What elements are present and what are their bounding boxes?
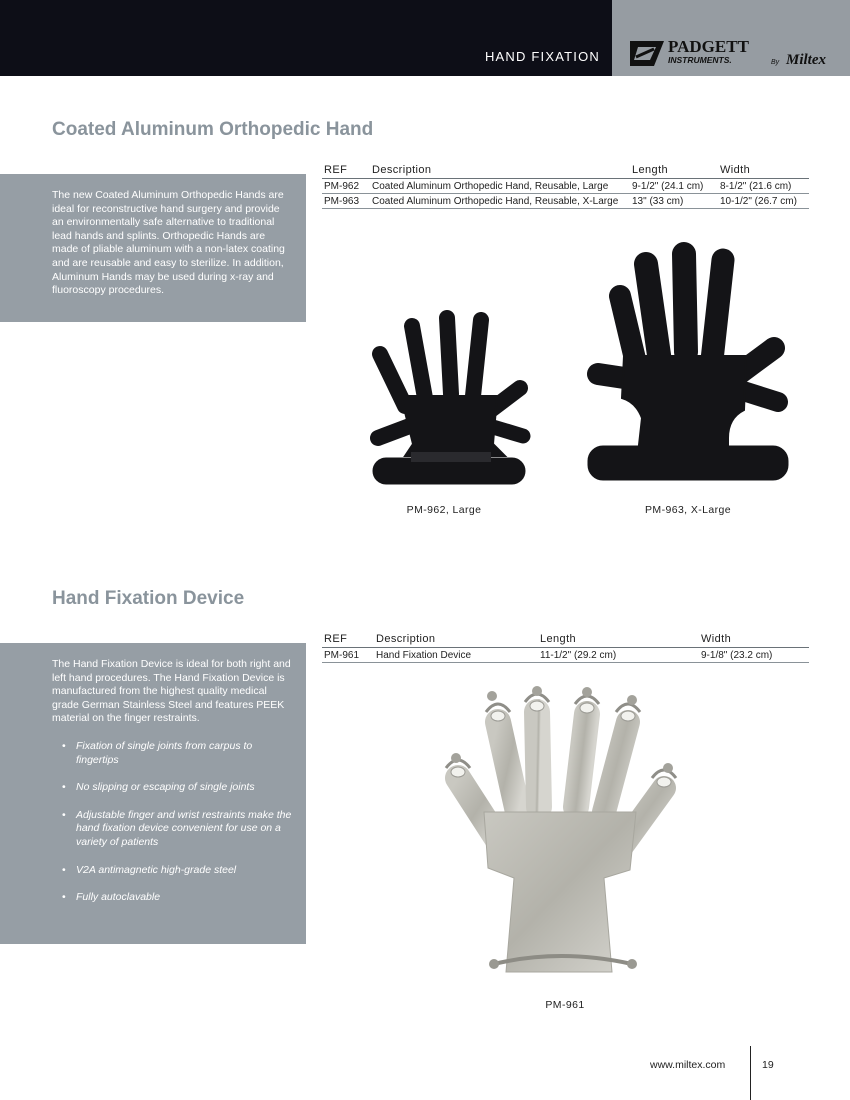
- section1-spec-table: [322, 164, 809, 209]
- svg-text:PADGETT: PADGETT: [668, 38, 749, 56]
- section2-description: The Hand Fixation Device is ideal for both right and left hand procedures. The Hand Fixation Device is manufactured from the highest quality medical grade German Stainless Steel and features PEEK material on the finger restraints.: [52, 658, 291, 725]
- list-item: • Adjustable finger and wrist restraints make the hand fixation device convenient for use on a variety of patients: [62, 809, 292, 850]
- section1-heading: Coated Aluminum Orthopedic Hand: [52, 119, 374, 140]
- website-link[interactable]: www.miltex.com: [650, 1059, 726, 1071]
- cell-ref: PM-963: [322, 194, 370, 209]
- header-bar: [0, 0, 612, 76]
- svg-text:INSTRUMENTS.: INSTRUMENTS.: [668, 55, 732, 65]
- col-description: Description: [370, 164, 630, 179]
- table-row: [322, 194, 809, 209]
- list-item: • Fully autoclavable: [62, 891, 292, 905]
- svg-text:By: By: [771, 59, 780, 66]
- cell-width: 9-1/8" (23.2 cm): [699, 648, 809, 663]
- cell-description: Coated Aluminum Orthopedic Hand, Reusable, X-Large: [370, 194, 630, 209]
- table-header-row: [322, 633, 809, 648]
- section1-description-box: [0, 174, 306, 322]
- section2-description-box: [0, 643, 306, 944]
- feature-list: [52, 740, 292, 905]
- table-header-row: [322, 164, 809, 179]
- hand-fixation-device-image: [436, 682, 686, 984]
- cell-length: 9-1/2" (24.1 cm): [630, 179, 718, 194]
- brand-box: [612, 0, 850, 76]
- section2-spec-table: [322, 633, 809, 663]
- caption-pm-963: PM-963, X-Large: [645, 504, 731, 516]
- cell-width: 10-1/2" (26.7 cm): [718, 194, 809, 209]
- padgett-miltex-logo: [630, 38, 840, 70]
- table-row: [322, 648, 809, 663]
- caption-pm-961: PM-961: [545, 999, 585, 1011]
- cell-ref: PM-961: [322, 648, 374, 663]
- col-ref: REF: [322, 633, 374, 648]
- cell-description: Coated Aluminum Orthopedic Hand, Reusable, Large: [370, 179, 630, 194]
- svg-text:Miltex: Miltex: [786, 52, 826, 68]
- cell-length: 11-1/2" (29.2 cm): [538, 648, 699, 663]
- cell-ref: PM-962: [322, 179, 370, 194]
- col-length: Length: [630, 164, 718, 179]
- footer-divider: [750, 1046, 751, 1100]
- col-ref: REF: [322, 164, 370, 179]
- page-number: 19: [762, 1059, 774, 1071]
- cell-description: Hand Fixation Device: [374, 648, 538, 663]
- table-row: [322, 179, 809, 194]
- cell-length: 13" (33 cm): [630, 194, 718, 209]
- section1-description: The new Coated Aluminum Orthopedic Hands are ideal for reconstructive hand surgery and provide an environmentally safe alternative to traditional lead hands and splints. Orthopedic Hands are made of pliable aluminum with a non-latex coating and are reusable and easy to sterilize. In addition, Aluminum Hands may be used during x-ray and fluoroscopy procedures.: [52, 189, 285, 297]
- list-item: • No slipping or escaping of single joints: [62, 781, 292, 795]
- col-length: Length: [538, 633, 699, 648]
- cell-width: 8-1/2" (21.6 cm): [718, 179, 809, 194]
- aluminum-hand-large-image: [365, 306, 535, 496]
- list-item: • V2A antimagnetic high-grade steel: [62, 864, 292, 878]
- col-width: Width: [718, 164, 809, 179]
- aluminum-hand-xlarge-image: [578, 240, 800, 490]
- list-item: • Fixation of single joints from carpus to fingertips: [62, 740, 292, 767]
- section-title: HAND FIXATION: [484, 49, 600, 64]
- col-width: Width: [699, 633, 809, 648]
- caption-pm-962: PM-962, Large: [406, 504, 482, 516]
- col-description: Description: [374, 633, 538, 648]
- section2-heading: Hand Fixation Device: [52, 588, 245, 609]
